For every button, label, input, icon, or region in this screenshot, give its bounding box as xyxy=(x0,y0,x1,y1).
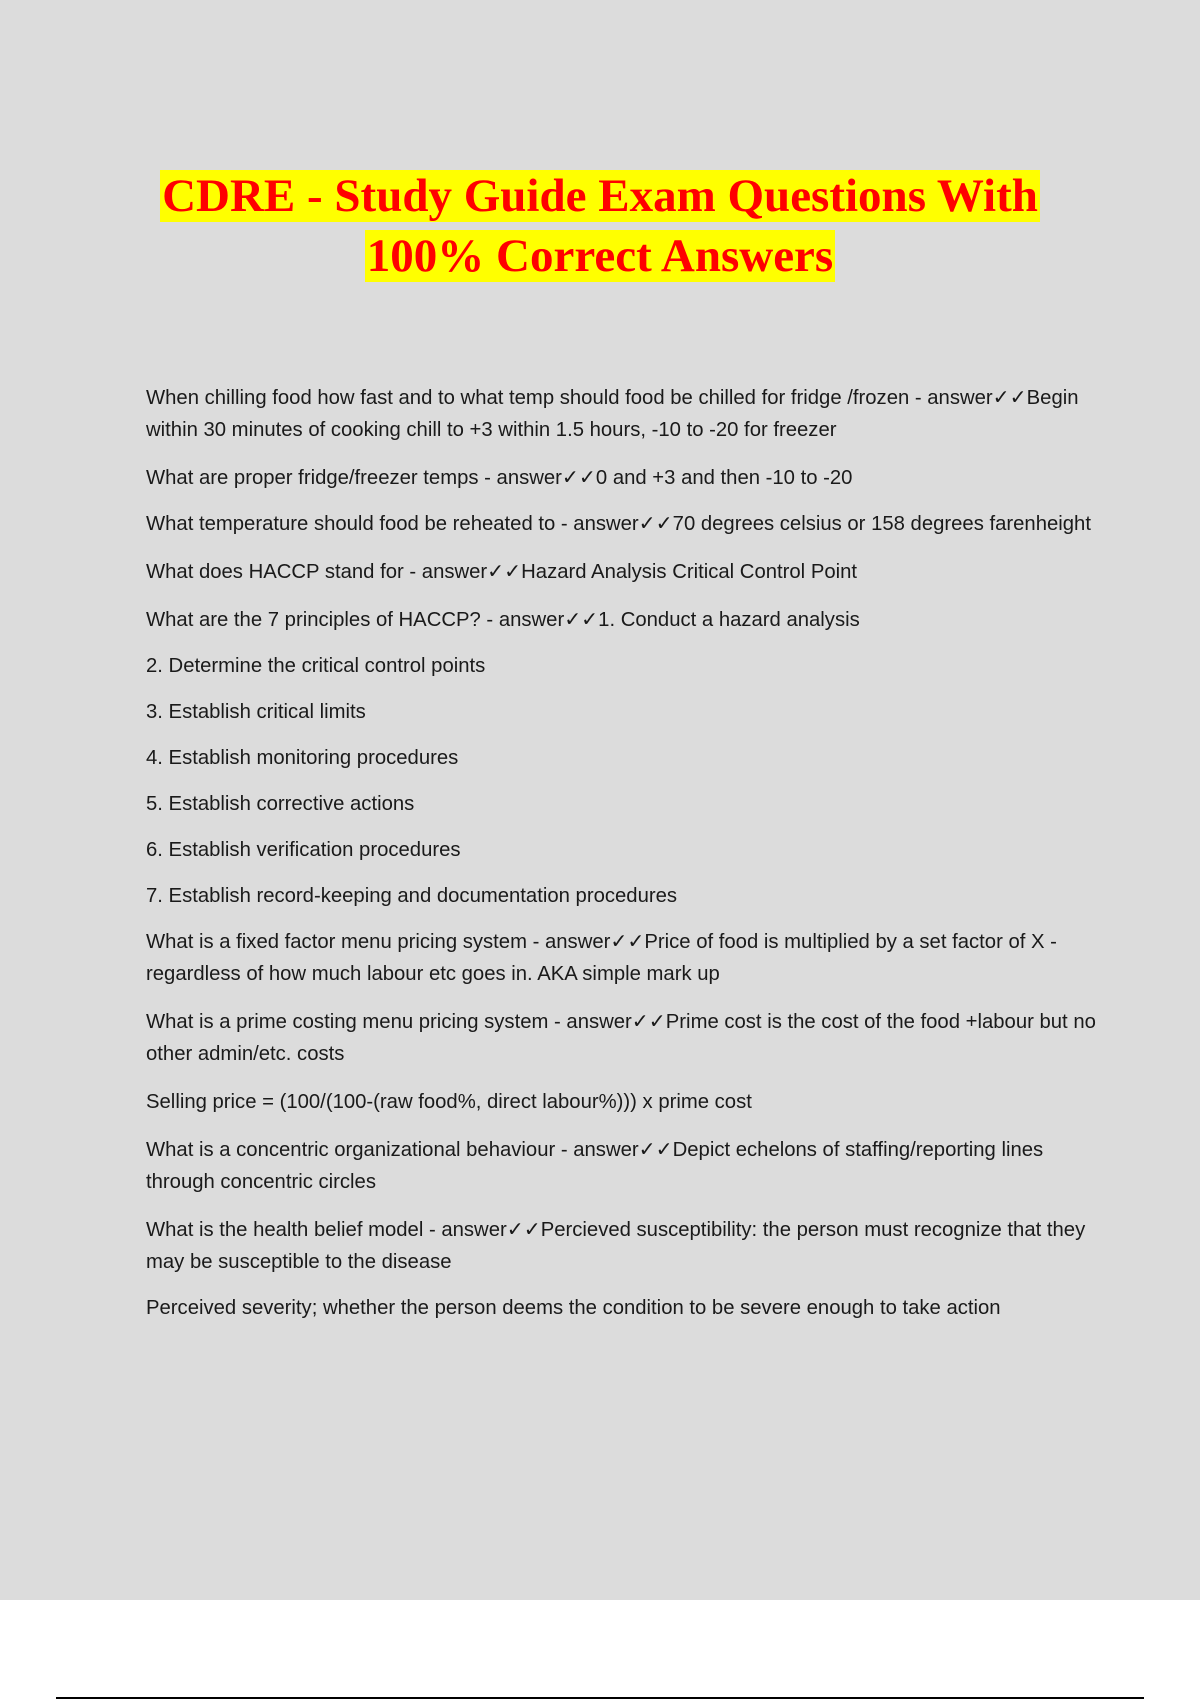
paragraph-health-belief: What is the health belief model - answer✓✓Percieved susceptibility: the person must recognize that they may be susceptible to the disease xyxy=(146,1219,1086,1273)
paragraph-haccp-principles: What are the 7 principles of HACCP? - answer✓✓1. Conduct a hazard analysis xyxy=(146,609,860,631)
paragraph-haccp-meaning: What does HACCP stand for - answer✓✓Hazard Analysis Critical Control Point xyxy=(146,561,858,583)
title-line-2: 100% Correct Answers xyxy=(366,230,834,282)
paragraph-chilling: When chilling food how fast and to what temp should food be chilled for fridge /frozen - answer✓✓Begin within 30 minutes of cooking chill to +3 within 1.5 hours, -10 to -20 for freezer xyxy=(146,387,1079,441)
paragraph-concentric: What is a concentric organizational behaviour - answer✓✓Depict echelons of staffing/reporting lines through concentric circles xyxy=(146,1139,1044,1193)
list-item: 5. Establish corrective actions xyxy=(146,793,415,815)
list-item: 6. Establish verification procedures xyxy=(146,839,461,861)
list-item: 7. Establish record-keeping and documentation procedures xyxy=(146,885,678,907)
paragraph-reheat: What temperature should food be reheated to - answer✓✓70 degrees celsius or 158 degrees farenheight xyxy=(146,513,1091,535)
bottom-divider xyxy=(56,1697,1144,1699)
list-item: 2. Determine the critical control points xyxy=(146,655,486,677)
list-item: 4. Establish monitoring procedures xyxy=(146,747,459,769)
paragraph-fridge-temps: What are proper fridge/freezer temps - answer✓✓0 and +3 and then -10 to -20 xyxy=(146,467,853,489)
paragraph-perceived-severity: Perceived severity; whether the person deems the condition to be severe enough to take action xyxy=(146,1297,1001,1319)
list-item: 3. Establish critical limits xyxy=(146,701,366,723)
paragraph-selling-price: Selling price = (100/(100-(raw food%, direct labour%))) x prime cost xyxy=(146,1091,752,1113)
paragraph-prime-costing: What is a prime costing menu pricing system - answer✓✓Prime cost is the cost of the food +labour but no other admin/etc. costs xyxy=(146,1011,1096,1065)
paragraph-fixed-factor: What is a fixed factor menu pricing system - answer✓✓Price of food is multiplied by a set factor of X - regardless of how much labour etc goes in. AKA simple mark up xyxy=(146,931,1057,985)
title-line-1: CDRE - Study Guide Exam Questions With xyxy=(162,170,1038,222)
document-title xyxy=(0,166,1200,286)
document-body xyxy=(146,382,1096,1340)
